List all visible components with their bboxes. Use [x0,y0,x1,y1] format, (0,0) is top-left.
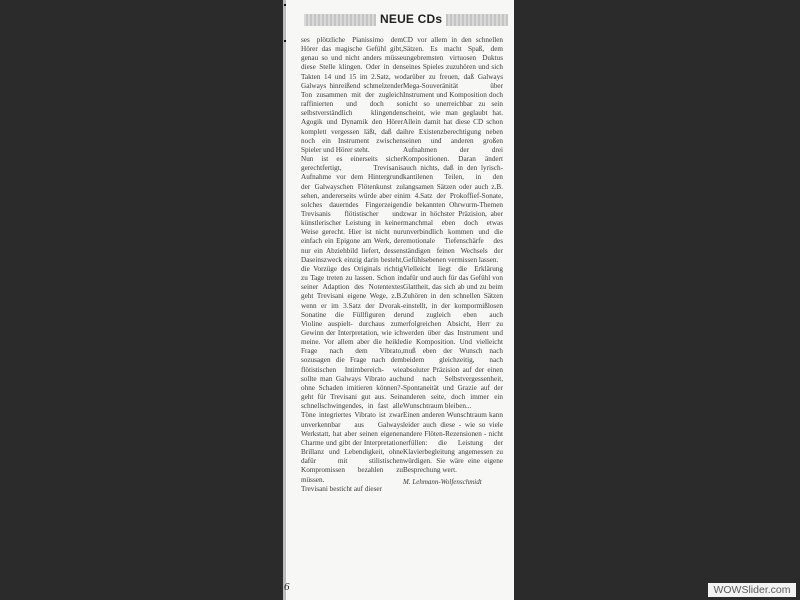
page-number: 6 [284,581,290,593]
article-paragraph: Nun ist es einerseits sicher gerechtfertigt, Trevisanis Aufnahme vor dem Hintergrund der Galwayschen Flötenkunst zu sehen, andererseits würde aber ein solches dauerndes Fingerzeigen Trevisanis flötistischer und künstlerischer Leistung in keiner Weise gerecht. Hier ist nicht nur einfach ein Epigone am Werk, der nur ein Abziehbild liefert, dessen Daseinszweck einzig darin besteht, die Vorzüge des Originals richtig zu Tage treten zu lassen. Schon in seiner Adaption des Notentextes geht Trevisani eigene Wege, z.B. wenn er im 3.Satz der Dvorak-Sonatine die Füllfiguren der Violine auspielt- durchaus zum Gewinn der Interpretation, wie ich meine. Vor allem aber die heikle Frage nach dem Vibrato, sozusagen die Frage nach dem flötistischen Intimbereich- wie sollte man Galways Vibrato auch ohne Schaden imitieren können?- geht für Trevisani gut aus. Sein schnellschwingendes, in fast alle Töne integriertes Vibrato ist zwar unverkennbar aus Galways Werkstatt, hat aber seinen eigenen Charme und gibt der Interpretation Brillanz und Lebendigkeit, ohne dafür mit stilistischen Kompromissen bezahlen zu müssen. [301,155,403,484]
article-column-right [403,36,503,487]
article-paragraph: ses plötzliche Pianissimo dem Hörer das magische Gefühl gibt, genau so und nicht anders müsse diese Stelle klingen. Oder in den Takten 14 und 15 im 2.Satz, wo Galways hinreißend schmelzender Ton zusammen mit der zugleich raffinierten und doch so selbstverständlich klingenden Agogik und Dynamik den Hörer komplett vergessen läßt, daß da noch ein Instrument zwischen Spieler und Hörer steht. [301,36,403,154]
article-column-left [301,36,403,494]
article-paragraph: Einen anderen Wunschtraum kann leider auch diese - wie so viele andere Flöten-Rezensionen - nicht erfüllen: die Leistung der Klavierbegleitung angemessen zu würdigen. Sie wäre eine eigene Besprechung wert. [403,411,503,475]
section-title: NEUE CDs [376,11,446,27]
article-paragraph: Trevisani besticht auf dieser [301,484,382,493]
article-paragraph: CD vor allem in den schnellen Sätzen. Es macht Spaß, dem ungebremsten virtuosen Duktus seines Spieles zuzuhören und sich darüber zu freuen, daß Galways Mega-Souveränität über Instrument und Komposition doch nicht so unerreichbar zu sein scheint, wie man geglaubt hat. Allein damit hat diese CD schon ihre Existenzberechtigung neben seinen und anderen großen Aufnahmen der drei Kompositionen. Daran ändert auch nichts, daß in den lyrisch-kantilenen Teilen, in den langsamen Sätzen oder auch z.B. im 4.Satz der Prokoffief-Sonate, die bekannten Ohrwurm-Themen zwar in höchster Präzision, aber manchmal eben doch etwas unverbindlich kommen und die emotionale Tiefenschärfe des ständigen feinen Wechsels der Gefühlsebenen vermissen lassen. [403,36,503,264]
author-signature: M. Lehmann-Wolfenschmidt [403,477,482,486]
scanned-magazine-page [286,0,514,600]
watermark-link[interactable]: WOWSlider.com [708,583,796,597]
article-paragraph: Vielleicht liegt die Erklärung dafür und auch für das Gefühl von Glattheit, das sich ab und zu beim Zuhören in den schnellen Sätzen einstellt, in der kompormißlosen und zugleich eben auch erfolgreichen Absicht, Herr zu werden über das Instrument und die Komposition. Und vielleicht muß eben der Wunsch nach beidem gleichzeitig, nach absoluter Präzision auf der einen und nach Selbstvergessenheit, Spontaneität und Grazie auf der anderen seite, doch immer ein Wunschtraum bleiben... [403,264,503,411]
